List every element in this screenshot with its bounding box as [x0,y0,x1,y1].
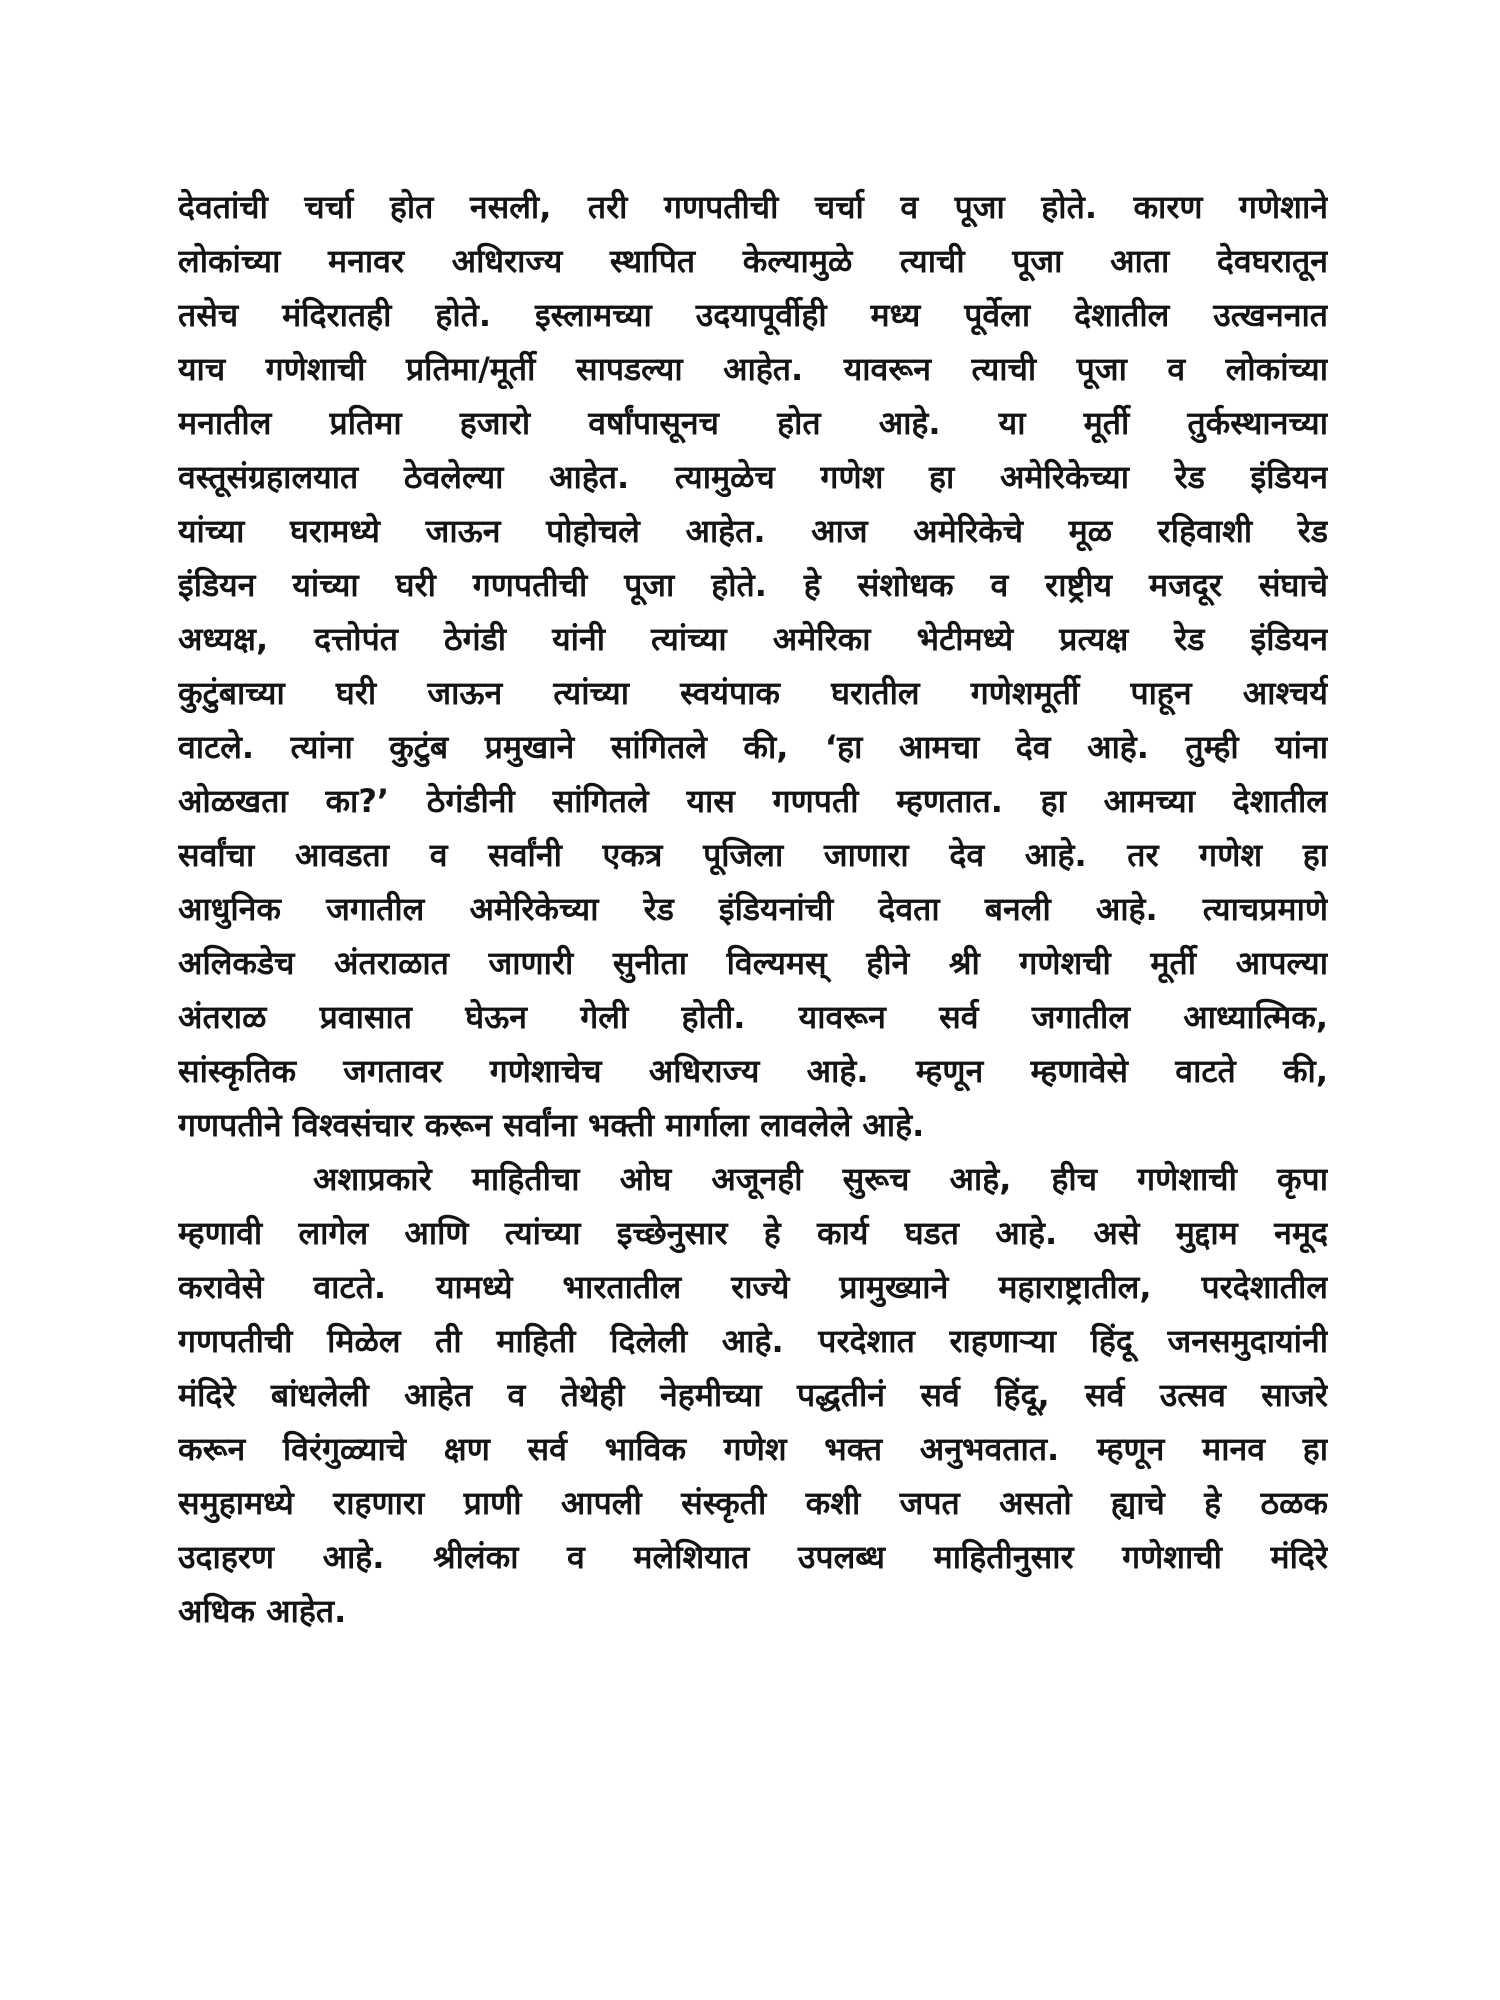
text-line: गणपतीने विश्वसंचार करून सर्वांना भक्ती मार्गाला लावलेले आहे. [178,1106,925,1144]
text-line: तसेच मंदिरातही होते. इस्लामच्या उदयापूर्वीही मध्य पूर्वेला देशातील उत्खननात [178,296,1328,334]
text-line: अंतराळ प्रवासात घेऊन गेली होती. यावरून सर्व जगातील आध्यात्मिक, [178,998,1328,1036]
text-line: लोकांच्या मनावर अधिराज्य स्थापित केल्यामुळे त्याची पूजा आता देवघरातून [178,242,1328,280]
text-line: करावेसे वाटते. यामध्ये भारतातील राज्ये प्रामुख्याने महाराष्ट्रातील, परदेशातील [178,1268,1328,1306]
text-line: वाटले. त्यांना कुटुंब प्रमुखाने सांगितले की, ‘हा आमचा देव आहे. तुम्ही यांना [178,728,1328,766]
text-line: गणपतीची मिळेल ती माहिती दिलेली आहे. परदेशात राहणाऱ्या हिंदू जनसमुदायांनी [178,1322,1328,1360]
text-line: अधिक आहेत. [178,1592,347,1630]
text-line: अध्यक्ष, दत्तोपंत ठेगंडी यांनी त्यांच्या अमेरिका भेटीमध्ये प्रत्यक्ष रेड इंडियन [178,620,1328,658]
text-line: ओळखता का?’ ठेगंडीनी सांगितले यास गणपती म्हणतात. हा आमच्या देशातील [178,782,1328,820]
text-line: आधुनिक जगातील अमेरिकेच्या रेड इंडियनांची देवता बनली आहे. त्याचप्रमाणे [178,890,1328,928]
text-line: देवतांची चर्चा होत नसली, तरी गणपतीची चर्चा व पूजा होते. कारण गणेशाने [178,188,1328,226]
text-line: म्हणावी लागेल आणि त्यांच्या इच्छेनुसार हे कार्य घडत आहे. असे मुद्दाम नमूद [178,1214,1328,1252]
text-line: सांस्कृतिक जगतावर गणेशाचेच अधिराज्य आहे. म्हणून म्हणावेसे वाटते की, [178,1052,1328,1090]
text-line: मनातील प्रतिमा हजारो वर्षांपासूनच होत आहे. या मूर्ती तुर्कस्थानच्या [178,404,1328,442]
text-line: कुटुंबाच्या घरी जाऊन त्यांच्या स्वयंपाक घरातील गणेशमूर्ती पाहून आश्चर्य [178,674,1328,712]
text-line: उदाहरण आहे. श्रीलंका व मलेशियात उपलब्ध माहितीनुसार गणेशाची मंदिरे [178,1538,1328,1576]
paragraph-1 [178,180,1328,1152]
text-line: याच गणेशाची प्रतिमा/मूर्ती सापडल्या आहेत. यावरून त्याची पूजा व लोकांच्या [178,350,1328,388]
text-line: इंडियन यांच्या घरी गणपतीची पूजा होते. हे संशोधक व राष्ट्रीय मजदूर संघाचे [178,566,1328,604]
text-line: अलिकडेच अंतराळात जाणारी सुनीता विल्यमस् हीने श्री गणेशची मूर्ती आपल्या [178,944,1328,982]
text-line: समुहामध्ये राहणारा प्राणी आपली संस्कृती कशी जपत असतो ह्याचे हे ठळक [178,1484,1328,1522]
text-line: करून विरंगुळ्याचे क्षण सर्व भाविक गणेश भक्त अनुभवतात. म्हणून मानव हा [178,1430,1328,1468]
text-line: सर्वांचा आवडता व सर्वांनी एकत्र पूजिला जाणारा देव आहे. तर गणेश हा [178,836,1328,874]
body-text [178,180,1328,1638]
text-line: मंदिरे बांधलेली आहेत व तेथेही नेहमीच्या पद्धतीनं सर्व हिंदू, सर्व उत्सव साजरे [178,1376,1328,1414]
paragraph-2 [178,1152,1328,1638]
text-line: अशाप्रकारे माहितीचा ओघ अजूनही सुरूच आहे, हीच गणेशाची कृपा [313,1160,1328,1198]
text-line: वस्तूसंग्रहालयात ठेवलेल्या आहेत. त्यामुळेच गणेश हा अमेरिकेच्या रेड इंडियन [178,458,1328,496]
text-line: यांच्या घरामध्ये जाऊन पोहोचले आहेत. आज अमेरिकेचे मूळ रहिवाशी रेड [178,512,1328,550]
